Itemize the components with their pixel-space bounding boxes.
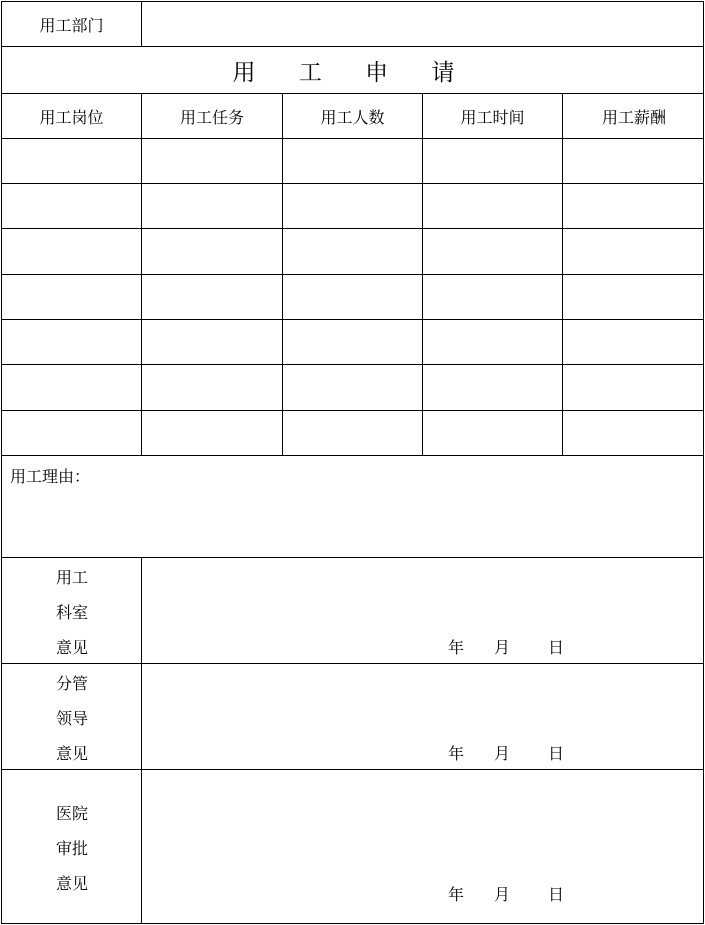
column-header-salary: 用工薪酬 [601,107,666,127]
table-cell[interactable] [2,139,142,183]
table-cell[interactable] [2,320,142,364]
column-header-position: 用工岗位 [2,94,142,138]
table-cell[interactable] [142,184,283,228]
table-cell[interactable] [283,365,423,410]
opinion-label-line: 审批 [55,839,88,858]
opinion-label-line: 领导 [55,709,88,728]
column-header-headcount: 用工人数 [283,94,423,138]
department-opinion-label [2,558,142,663]
table-cell[interactable] [2,229,142,274]
table-cell[interactable] [2,411,142,455]
table-cell[interactable] [142,139,283,183]
table-cell[interactable] [283,411,423,455]
table-cell[interactable] [563,139,705,183]
department-label: 用工部门 [2,2,142,46]
table-cell[interactable] [563,229,705,274]
opinion-label-line: 用工 [55,568,88,587]
table-cell[interactable] [563,365,705,410]
department-field[interactable] [142,2,705,46]
table-cell[interactable] [142,275,283,319]
table-cell[interactable] [283,275,423,319]
table-cell[interactable] [423,411,563,455]
title-row [1,46,704,94]
table-cell[interactable] [423,320,563,364]
opinion-label-line: 意见 [55,744,88,763]
department-row [1,1,704,47]
department-opinion-row [1,557,704,664]
table-row [1,274,704,320]
table-cell[interactable] [283,184,423,228]
table-cell[interactable] [283,139,423,183]
form-title: 用 工 申 请 [232,59,473,86]
table-cell[interactable] [563,320,705,364]
hospital-approval-label [2,770,142,923]
date-month: 月 [494,744,511,763]
table-cell[interactable] [283,320,423,364]
date-year: 年 [448,885,465,904]
opinion-label-line: 意见 [55,874,88,893]
table-cell[interactable] [423,139,563,183]
date-month: 月 [494,885,511,904]
table-row [1,410,704,456]
table-cell[interactable] [563,411,705,455]
date-year: 年 [448,638,465,657]
opinion-label-line: 科室 [55,603,88,622]
employment-application-form [1,1,704,924]
table-cell[interactable] [2,365,142,410]
table-row [1,183,704,229]
opinion-label-line: 分管 [55,674,88,693]
leadership-opinion-label [2,664,142,769]
table-cell[interactable] [142,229,283,274]
column-header-time: 用工时间 [423,94,563,138]
table-cell[interactable] [283,229,423,274]
reason-row[interactable] [1,455,704,558]
table-cell[interactable] [2,184,142,228]
table-row [1,364,704,411]
opinion-label-line: 意见 [55,638,88,657]
date-day: 日 [548,744,565,763]
table-cell[interactable] [423,229,563,274]
table-cell[interactable] [423,365,563,410]
table-row [1,228,704,275]
leadership-opinion-row [1,663,704,770]
hospital-approval-row [1,769,704,924]
table-header-row [1,93,704,139]
table-cell[interactable] [563,184,705,228]
date-month: 月 [494,638,511,657]
date-day: 日 [548,885,565,904]
table-cell[interactable] [142,365,283,410]
reason-label: 用工理由： [10,467,91,486]
table-row [1,138,704,184]
table-cell[interactable] [423,275,563,319]
table-row [1,319,704,365]
date-year: 年 [448,744,465,763]
table-cell[interactable] [142,320,283,364]
table-cell[interactable] [2,275,142,319]
column-header-task: 用工任务 [142,94,283,138]
opinion-label-line: 医院 [55,804,88,823]
table-cell[interactable] [563,275,705,319]
table-cell[interactable] [423,184,563,228]
date-day: 日 [548,638,565,657]
table-cell[interactable] [142,411,283,455]
